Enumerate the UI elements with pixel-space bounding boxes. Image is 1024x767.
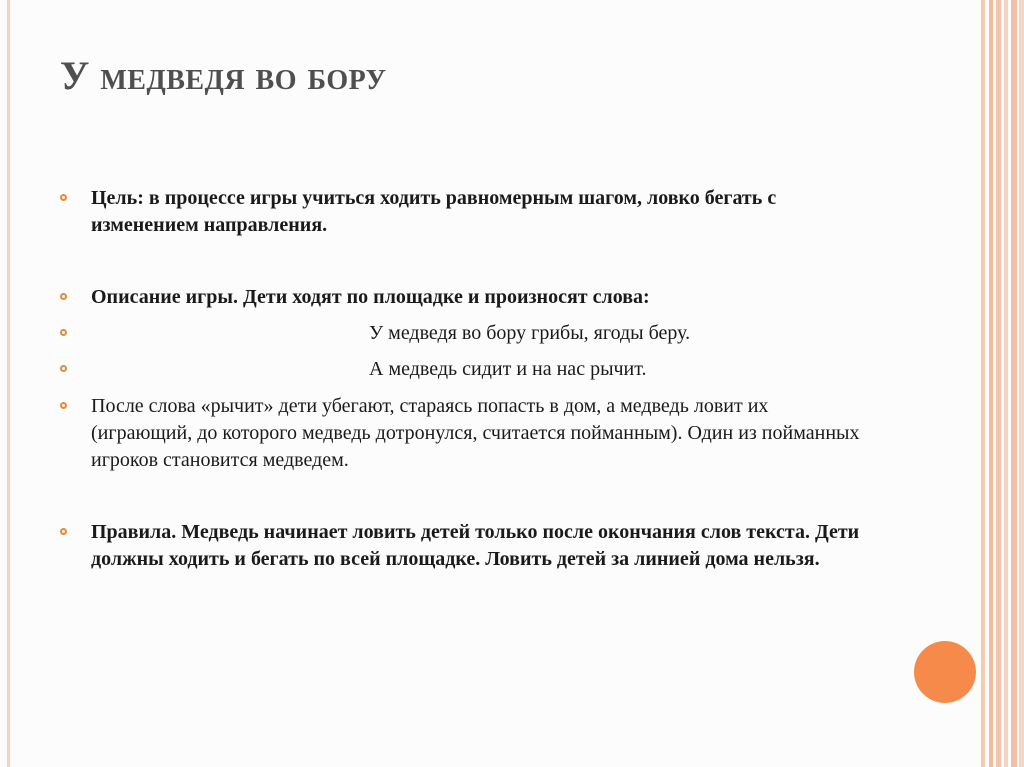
bullet-rules	[60, 519, 860, 573]
bullet-text: Правила. Медведь начинает ловить детей только после окончания слов текста. Дети должны ходить и бегать по всей площадке. Ловить детей за линией дома нельзя.	[91, 521, 860, 570]
bullet-text: У медведя во бору грибы, ягоды беру.	[369, 322, 691, 344]
orange-circle-decoration	[914, 641, 976, 703]
circle-bullet-icon	[60, 528, 67, 535]
bullet-text: После слова «рычит» дети убегают, стараясь попасть в дом, а медведь ловит их (играющий, до которого медведь дотронулся, считается пойманным). Один из пойманных игроков становится медведем.	[91, 395, 860, 471]
right-stripe-decoration	[1004, 0, 1008, 767]
bullet-game-process	[60, 393, 860, 474]
right-stripe-decoration	[996, 0, 1001, 767]
circle-bullet-icon	[60, 293, 67, 300]
bullet-description	[60, 284, 860, 311]
bullet-verse-line-1	[60, 320, 860, 347]
right-stripe-decoration	[1011, 0, 1017, 767]
bullet-text: Описание игры. Дети ходят по площадке и произносят слова:	[91, 286, 650, 308]
circle-bullet-icon	[60, 329, 67, 336]
bullet-goal	[60, 185, 860, 239]
circle-bullet-icon	[60, 365, 67, 372]
slide-title: У медведя во бору	[60, 53, 387, 98]
left-border-decoration	[7, 0, 10, 767]
right-stripe-decoration	[981, 0, 985, 767]
bullet-text: А медведь сидит и на нас рычит.	[369, 358, 647, 380]
right-stripe-decoration	[989, 0, 993, 767]
circle-bullet-icon	[60, 194, 67, 201]
bullet-text: Цель: в процессе игры учиться ходить равномерным шагом, ловко бегать с изменением направления.	[91, 187, 777, 236]
right-stripe-decoration	[1019, 0, 1024, 767]
circle-bullet-icon	[60, 402, 67, 409]
bullet-verse-line-2	[60, 356, 860, 383]
